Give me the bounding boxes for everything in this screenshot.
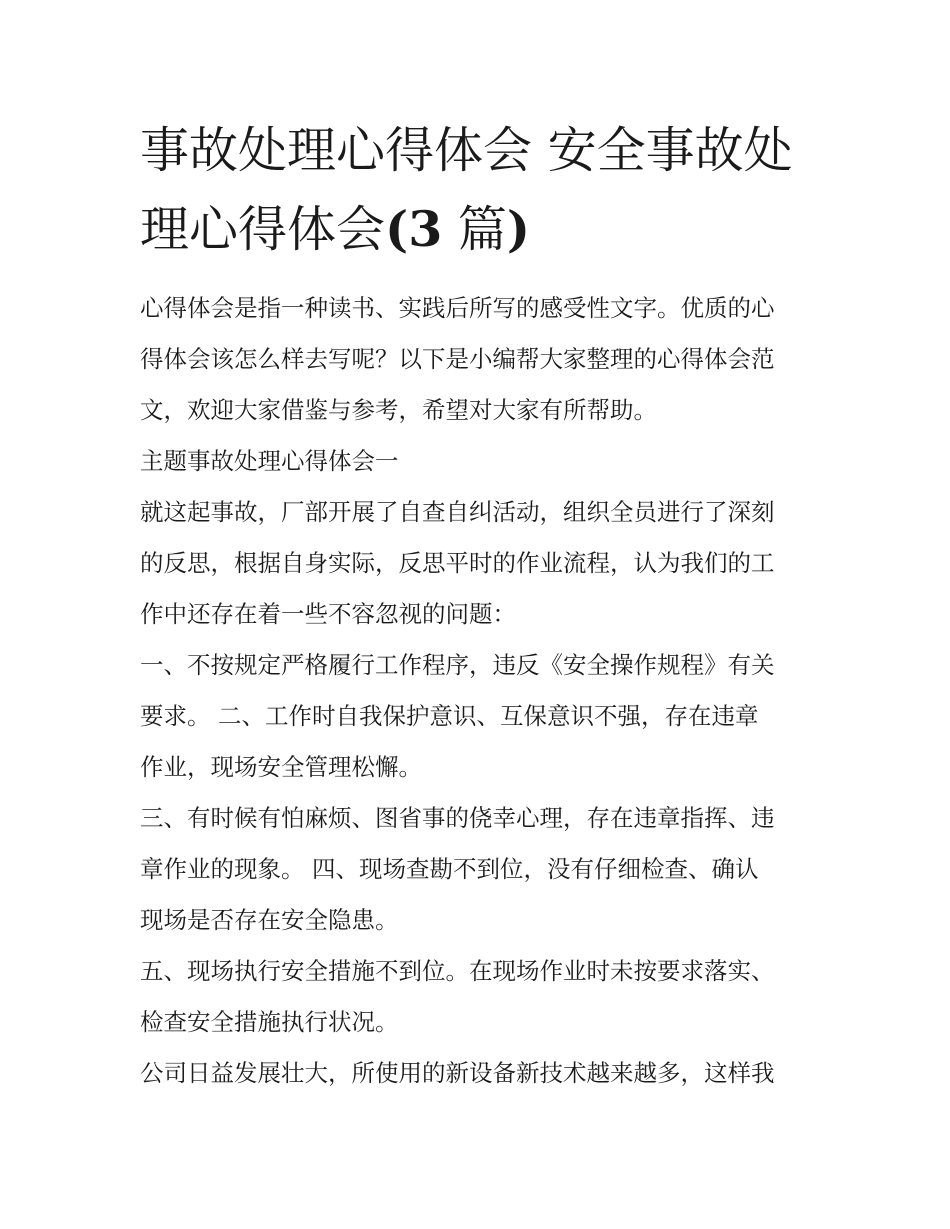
title-line-2 — [140, 190, 820, 269]
paragraph-line: 主题事故处理心得体会一 — [140, 447, 399, 475]
paragraph — [140, 946, 820, 1048]
paragraph-line: 的反思，根据自身实际，反思平时的作业流程，认为我们的工 — [140, 549, 775, 577]
paragraph-line: 得体会该怎么样去写呢？以下是小编帮大家整理的心得体会范 — [140, 345, 775, 373]
paragraph-line: 心得体会是指一种读书、实践后所写的感受性文字。优质的心 — [140, 294, 775, 322]
paragraph — [140, 283, 820, 436]
paragraph-line: 就这起事故，厂部开展了自查自纠活动，组织全员进行了深刻 — [140, 498, 775, 526]
paragraph-line: 作中还存在着一些不容忽视的问题： — [140, 600, 516, 628]
paragraph-line: 公司日益发展壮大，所使用的新设备新技术越来越多，这样我 — [140, 1059, 775, 1087]
paragraph — [140, 793, 820, 946]
paragraph — [140, 436, 820, 487]
title-line-2-suffix: ) — [506, 200, 531, 258]
document-title — [140, 112, 820, 269]
paragraph-line: 一、不按规定严格履行工作程序，违反《安全操作规程》有关 — [140, 651, 775, 679]
paragraph-line: 章作业的现象。 四、现场查勘不到位，没有仔细检查、确认 — [140, 855, 759, 883]
title-line-2-prefix: 理心得体会 — [140, 201, 386, 258]
paragraph-line: 要求。 二、工作时自我保护意识、互保意识不强，存在违章 — [140, 702, 759, 730]
paragraph-line: 现场是否存在安全隐患。 — [140, 906, 399, 934]
paragraph-line: 检查安全措施执行状况。 — [140, 1008, 399, 1036]
title-line-2-bold: (3 — [385, 200, 443, 258]
paragraph-line: 五、现场执行安全措施不到位。在现场作业时未按要求落实、 — [140, 957, 775, 985]
paragraph — [140, 487, 820, 640]
paragraph-list — [140, 283, 820, 1099]
paragraph-line: 作业，现场安全管理松懈。 — [140, 753, 422, 781]
paragraph — [140, 640, 820, 793]
paragraph — [140, 1048, 820, 1099]
title-line-1: 事故处理心得体会 安全事故处 — [140, 122, 793, 179]
title-line-2-mid: 篇 — [442, 201, 507, 258]
paragraph-line: 三、有时候有怕麻烦、图省事的侥幸心理，存在违章指挥、违 — [140, 804, 775, 832]
paragraph-line: 文，欢迎大家借鉴与参考，希望对大家有所帮助。 — [140, 396, 657, 424]
document-body — [140, 112, 820, 1099]
